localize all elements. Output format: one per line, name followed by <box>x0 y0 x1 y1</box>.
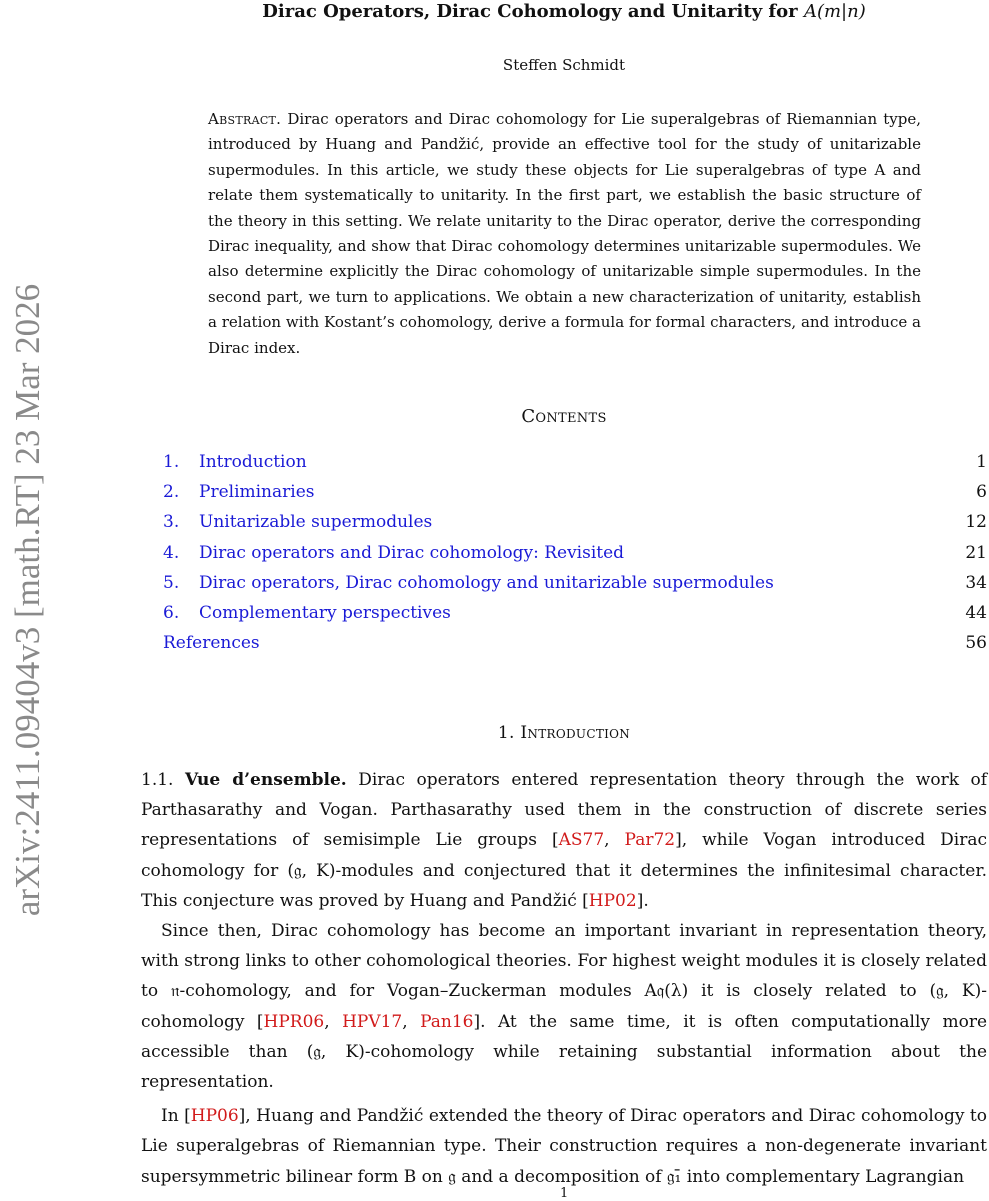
toc-item-page: 1 <box>976 452 987 472</box>
toc-item-link[interactable]: Preliminaries <box>199 482 315 502</box>
toc-item-link[interactable]: Complementary perspectives <box>199 603 451 623</box>
paper-title <box>160 0 968 24</box>
toc-item[interactable] <box>163 450 987 474</box>
citation-link[interactable]: Pan16 <box>420 1011 474 1032</box>
paragraph-text: , <box>604 830 625 851</box>
citation-link[interactable]: HPV17 <box>342 1011 403 1032</box>
abstract-text: Dirac operators and Dirac cohomology for Lie superalgebras of Riemannian type, introduced by Huang and Pandžić, provide an effective tool for the study of unitarizable supermodules. In this article, we study these objects for Lie superalgebras of type A and relate them systematically to unitarity. In the first part, we establish the basic structure of the theory in this setting. We relate unitarity to the Dirac operator, derive the corresponding Dirac inequality, and show that Dirac cohomology determines unitarizable supermodules. We also determine explicitly the Dirac cohomology of unitarizable simple supermodules. In the second part, we turn to applications. We obtain a new characterization of unitarity, establish a relation with Kostant’s cohomology, derive a formula for formal characters, and introduce a Dirac index. <box>208 110 921 357</box>
toc-item-number[interactable]: 4. <box>163 543 180 563</box>
toc-item[interactable] <box>163 510 987 534</box>
subsection-number: 1.1. <box>141 770 174 790</box>
paragraph <box>141 765 987 916</box>
toc-item-page: 6 <box>976 482 987 502</box>
arxiv-identifier: arXiv:2411.09404v3 [math.RT] 23 Mar 2026 <box>8 283 47 917</box>
page-number: 1 <box>560 1186 569 1201</box>
paragraph-text: , <box>324 1011 343 1032</box>
toc-references-page: 56 <box>965 633 987 653</box>
section-heading: 1. Introduction <box>497 723 631 743</box>
paper-title-text: Dirac Operators, Dirac Cohomology and Unitarity for <box>262 1 798 22</box>
body-text <box>141 765 987 1192</box>
toc-item-link[interactable]: Unitarizable supermodules <box>199 512 433 532</box>
paragraph-text: Dirac operators entered representation theory through the work of Parthasarathy and Vogan. Parthasarathy used them in the construction of discrete series representations of semisimple Lie groups [ <box>141 770 988 851</box>
subsection-title: Vue d’ensemble. <box>184 770 347 790</box>
paragraph-text: ]. <box>636 890 649 911</box>
paragraph-text: , <box>402 1011 421 1032</box>
toc-item-number[interactable]: 2. <box>163 482 180 502</box>
toc-item-number[interactable]: 6. <box>163 603 180 623</box>
citation-link[interactable]: AS77 <box>558 830 605 851</box>
toc-item-page: 34 <box>965 573 987 593</box>
paragraph-text: ], Huang and Pandžić extended the theory of Dirac operators and Dirac cohomology to Lie superalgebras of Riemannian type. Their construction requires a non-degenerate invariant supersymmetric bilinear form B on 𝔤 and a decomposition of 𝔤₁̄ into complementary Lagrangian <box>141 1106 988 1187</box>
toc-item-page: 44 <box>965 603 987 623</box>
paragraph-text: ], while Vogan introduced Dirac cohomology for (𝔤, K)-modules and conjectured that it determines the infinitesimal character. This conjecture was proved by Huang and Pandžić [ <box>141 830 987 911</box>
toc-item[interactable] <box>163 541 987 565</box>
contents-heading: Contents <box>521 406 607 427</box>
paragraph-text: In [ <box>161 1106 191 1127</box>
citation-link[interactable]: HP06 <box>190 1106 239 1127</box>
toc-item-page: 12 <box>965 512 987 532</box>
citation-link[interactable]: Par72 <box>624 830 676 851</box>
toc-item-number[interactable]: 1. <box>163 452 180 472</box>
toc-item-number[interactable]: 5. <box>163 573 180 593</box>
citation-link[interactable]: HPR06 <box>263 1011 325 1032</box>
paper-title-math: A(m|n) <box>803 1 866 22</box>
paragraph <box>141 1101 987 1192</box>
toc-item-references[interactable] <box>163 631 987 655</box>
toc-item[interactable] <box>163 601 987 625</box>
paragraph-text: Since then, Dirac cohomology has become an important invariant in representation theory, with strong links to other cohomological theories. For highest weight modules it is closely related to 𝔫-cohomology, and for Vogan–Zuckerman modules A𝔮(λ) it is closely related to (𝔤, K)-cohomology [ <box>141 921 987 1032</box>
toc-item-link[interactable]: Introduction <box>199 452 307 472</box>
toc-item[interactable] <box>163 571 987 595</box>
toc-item-link[interactable]: Dirac operators, Dirac cohomology and unitarizable supermodules <box>199 573 774 593</box>
author-name: Steffen Schmidt <box>502 56 626 74</box>
abstract <box>208 107 921 361</box>
toc-item[interactable] <box>163 480 987 504</box>
citation-link[interactable]: HP02 <box>588 890 637 911</box>
paragraph-text: ]. At the same time, it is often computationally more accessible than (𝔤, K)-cohomology while retaining substantial information about the representation. <box>141 1011 987 1093</box>
toc-item-number[interactable]: 3. <box>163 512 180 532</box>
toc-item-link[interactable]: Dirac operators and Dirac cohomology: Revisited <box>199 543 625 563</box>
toc-references-link[interactable]: References <box>163 633 260 653</box>
paragraph <box>141 916 987 1097</box>
abstract-label: Abstract. <box>208 110 282 128</box>
toc-item-page: 21 <box>965 543 987 563</box>
